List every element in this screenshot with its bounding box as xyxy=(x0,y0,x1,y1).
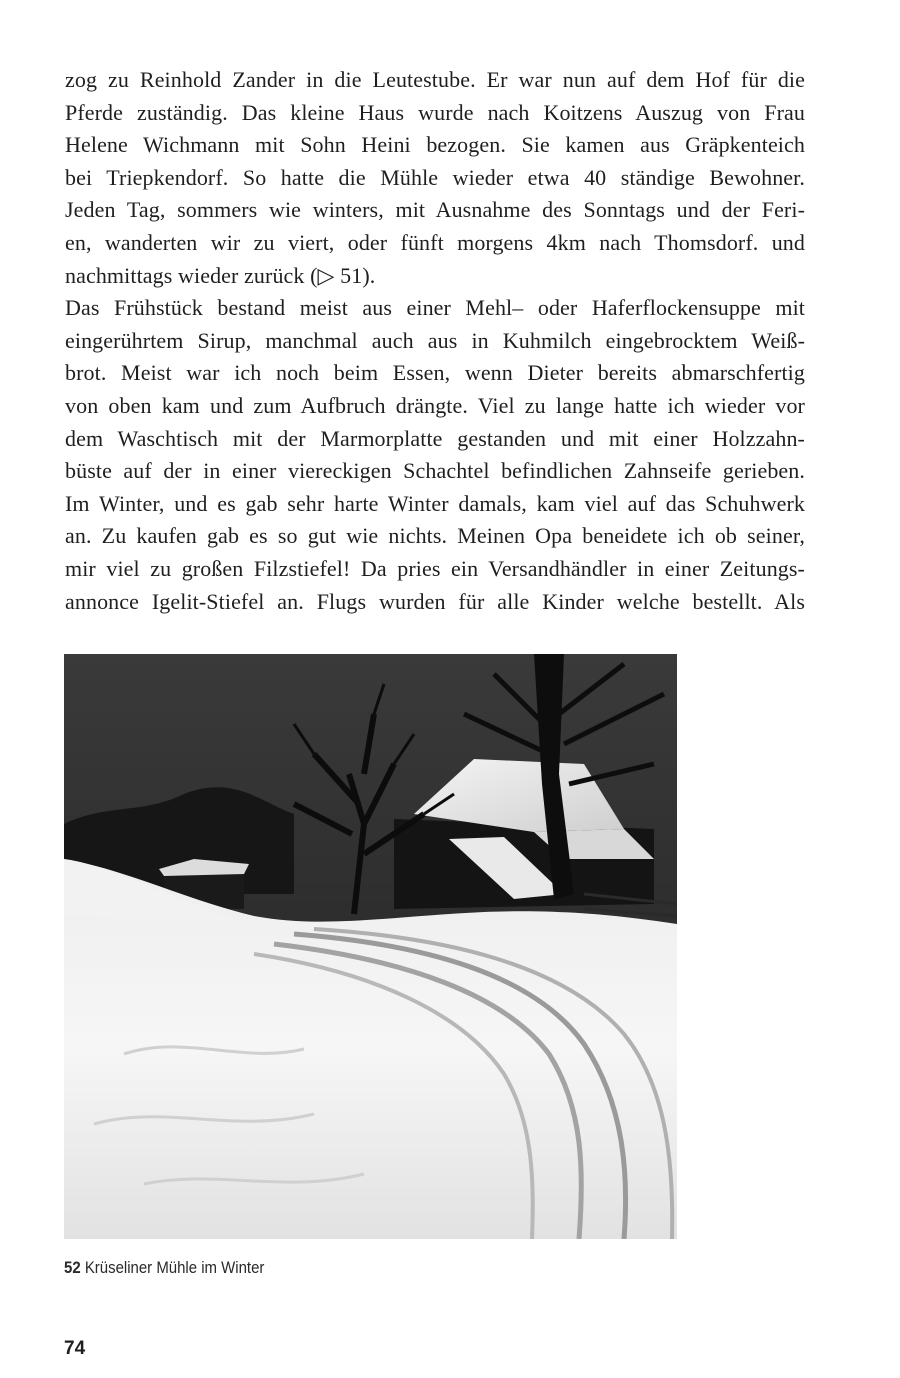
text-line: mir viel zu großen Filzstiefel! Da pries ein Versandhändler in einer Zeitungs- xyxy=(65,555,805,581)
figure-caption xyxy=(64,1258,264,1278)
text-line: an. Zu kaufen gab es so gut wie nichts. Meinen Opa beneidete ich ob seiner, xyxy=(65,523,805,549)
winter-photo xyxy=(64,654,677,1239)
text-line: Helene Wichmann mit Sohn Heini bezogen. Sie kamen aus Gräpkenteich xyxy=(65,132,805,158)
text-line: nachmittags wieder zurück (▷ 51). xyxy=(65,262,376,288)
text-line: bei Triepkendorf. So hatte die Mühle wieder etwa 40 ständige Bewohner. xyxy=(65,164,805,190)
text-line: Das Frühstück bestand meist aus einer Mehl– oder Haferflockensuppe mit xyxy=(65,295,805,321)
figure-caption-text: Krüseliner Mühle im Winter xyxy=(84,1258,265,1277)
text-line: Im Winter, und es gab sehr harte Winter damals, kam viel auf das Schuhwerk xyxy=(65,490,805,516)
text-line: Pferde zuständig. Das kleine Haus wurde nach Koitzens Auszug von Frau xyxy=(65,99,805,125)
figure-number: 52 xyxy=(64,1258,81,1277)
text-line: annonce Igelit-Stiefel an. Flugs wurden für alle Kinder welche bestellt. Als xyxy=(65,588,805,614)
text-line: eingerührtem Sirup, manchmal auch aus in Kuhmilch eingebrocktem Weiß- xyxy=(65,327,805,353)
body-text xyxy=(65,64,805,618)
text-line: dem Waschtisch mit der Marmorplatte gestanden und mit einer Holzzahn- xyxy=(65,425,805,451)
page-number: 74 xyxy=(64,1338,86,1359)
text-line: zog zu Reinhold Zander in die Leutestube. Er war nun auf dem Hof für die xyxy=(65,67,805,92)
text-line: büste auf der in einer viereckigen Schachtel befindlichen Zahnseife gerieben. xyxy=(65,458,805,484)
text-line: brot. Meist war ich noch beim Essen, wenn Dieter bereits abmarschfertig xyxy=(65,360,805,386)
text-line: Jeden Tag, sommers wie winters, mit Ausnahme des Sonntags und der Feri- xyxy=(65,197,805,223)
text-line: en, wanderten wir zu viert, oder fünft morgens 4km nach Thomsdorf. und xyxy=(65,229,805,255)
text-line: von oben kam und zum Aufbruch drängte. Viel zu lange hatte ich wieder vor xyxy=(65,392,805,418)
